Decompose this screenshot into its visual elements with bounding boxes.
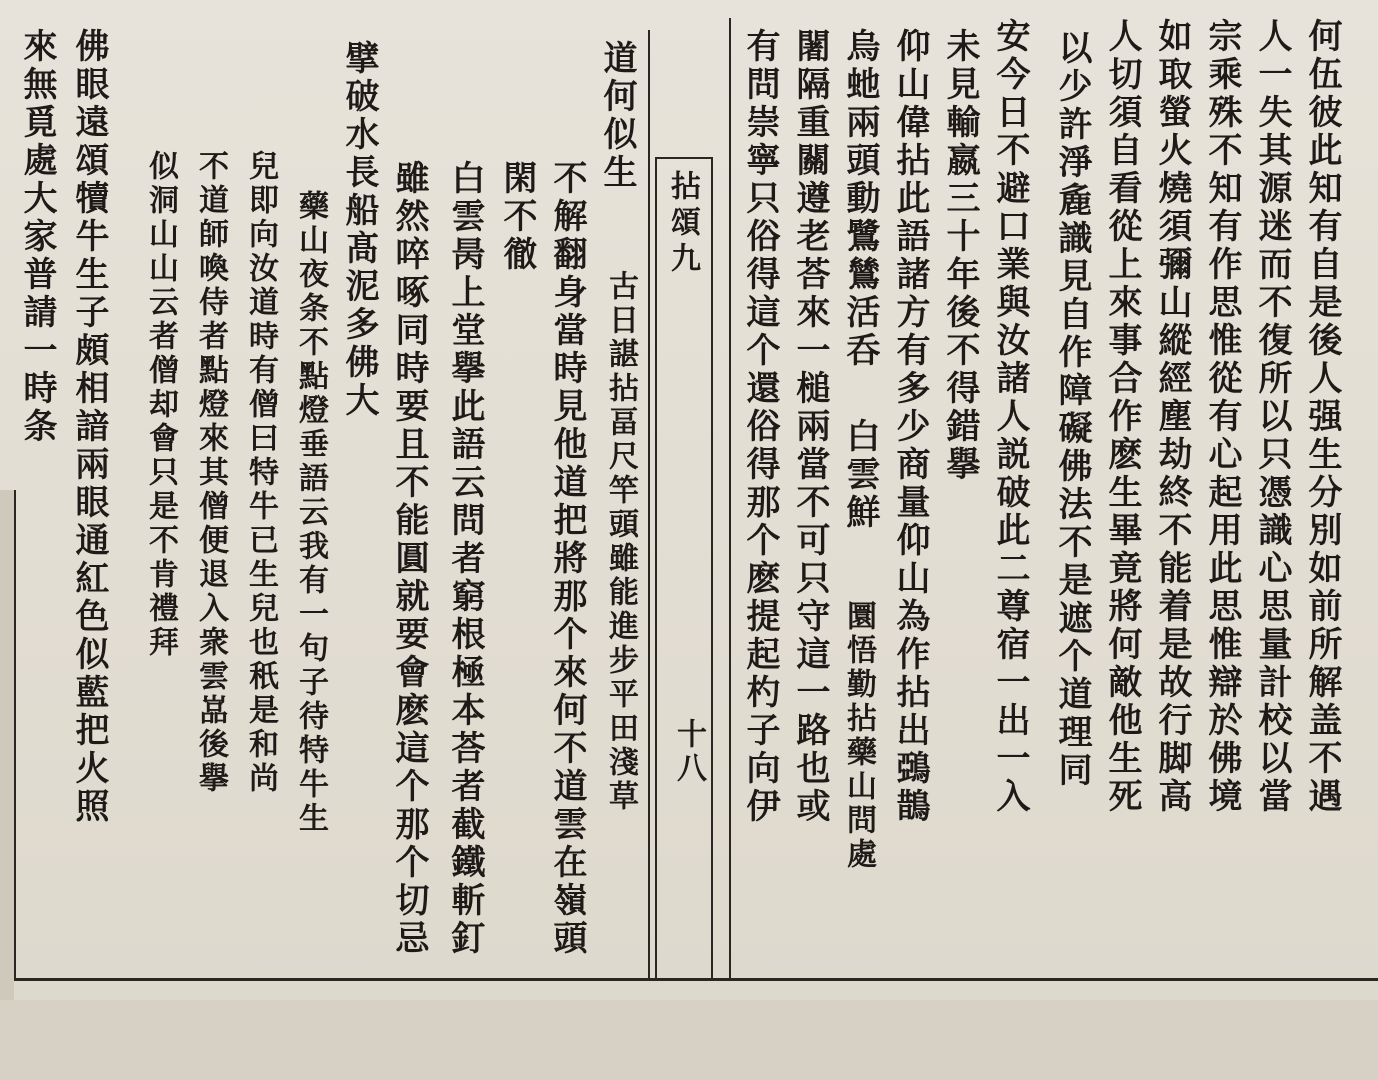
page-number: 十八 — [671, 718, 706, 786]
text-column-7: 安今日不避口業與汝諸人説破此二尊宿一出一入 — [990, 18, 1030, 816]
text-column-1: 何伍彼此知有自是後人强生分別如前所解盖不遇 — [1302, 18, 1342, 816]
text-column-2: 人一失其源迷而不復所以只憑識心思量計校以當 — [1252, 18, 1292, 816]
center-title: 拈頌九 — [665, 170, 700, 278]
text-column-l11: 佛眼遠頌犢牛生子頗相諳兩眼通紅色似藍把火照 — [69, 28, 109, 826]
text-column-l9: 不道師喚侍者點燈來其僧便退入衆雲嵓後擧 — [193, 150, 228, 796]
frame-bottom-border — [14, 978, 1378, 981]
frame-left-border — [14, 490, 16, 980]
text-column-l10: 似洞山山云者僧却會只是不肯禮拜 — [143, 150, 178, 660]
fold-line-left — [655, 158, 657, 978]
text-column-l7: 藥山夜条不點燈垂語云我有一句子待特牛生 — [293, 190, 328, 836]
text-column-12: 有問崇寧只俗得這个還俗得那个麽提起杓子向伊 — [740, 28, 780, 826]
text-column-l4: 雖然啐啄同時要且不能圓就要會麽這个那个切忌 — [389, 160, 429, 958]
left-margin-edge — [0, 490, 14, 1000]
text-column-10a: 烏虵兩頭動鷺鷥活呑 — [840, 28, 880, 370]
text-column-l12: 來無覓處大家普請一時条 — [17, 28, 57, 446]
text-column-l8: 兒即向汝道時有僧曰特牛已生兒也秖是和尚 — [243, 150, 278, 796]
text-column-l3: 閑不徹 — [497, 160, 537, 274]
text-column-4: 如取螢火燒須彌山縱經塵劫終不能着是故行脚高 — [1152, 18, 1192, 816]
text-column-10b: 白雲鮮 — [840, 418, 880, 532]
text-column-l1a: 道何似生 — [597, 40, 637, 192]
column-rule-right — [729, 18, 731, 978]
text-column-3: 宗乘殊不知有作思惟從有心起用此思惟辯於佛境 — [1202, 18, 1242, 816]
text-column-l2: 不解翻身當時見他道把將那个來何不道雲在嶺頭 — [547, 160, 587, 958]
text-column-l5: 擘破水長船髙泥多佛大 — [339, 40, 379, 420]
text-column-10c: 圜悟勤拈藥山問處 — [841, 600, 876, 872]
text-column-l1b: 古日諶拈畐尺竿頭雖能進步平田淺草 — [603, 270, 638, 814]
text-column-11: 闍隔重關遵老荅來一槌兩當不可只守這一路也或 — [790, 28, 830, 826]
fold-top-line — [655, 157, 713, 159]
text-column-l6: 白雲昺上堂擧此語云問者窮根極本荅者截鐵斬釘 — [445, 160, 485, 958]
column-rule-left — [648, 30, 650, 978]
fold-line-right — [711, 158, 713, 978]
text-column-5: 人切須自看從上來事合作麽生畢竟將何敵他生死 — [1102, 18, 1142, 816]
bottom-margin — [0, 1000, 1378, 1080]
text-column-6: 以少許淨麁識見自作障礙佛法不是遮个道理同 — [1052, 30, 1092, 790]
text-column-9: 仰山偉拈此語諸方有多少商量仰山為作拈出鵶鵲 — [890, 28, 930, 826]
text-column-8: 未見輸嬴三十年後不得錯擧 — [940, 28, 980, 484]
